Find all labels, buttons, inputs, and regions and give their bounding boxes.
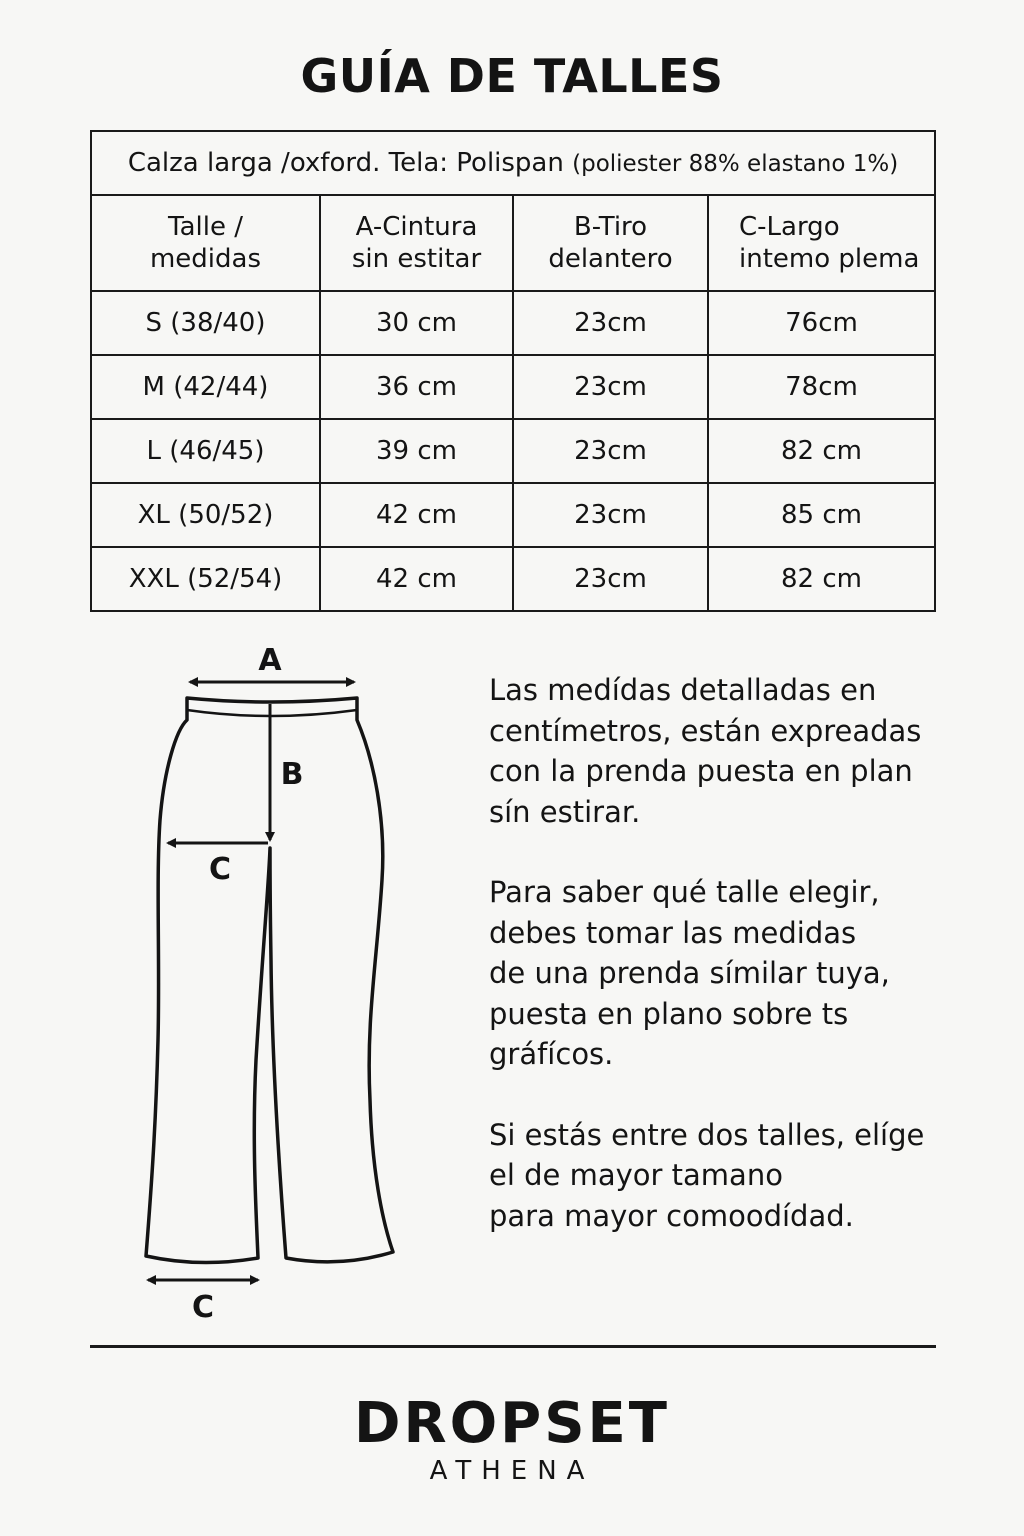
waist-cell: 39 cm xyxy=(320,419,513,483)
table-row xyxy=(91,547,935,611)
page-title: GUÍA DE TALLES xyxy=(300,49,724,103)
inseam-cell: 85 cm xyxy=(708,483,935,547)
inseam-cell: 82 cm xyxy=(708,419,935,483)
rise-cell: 23cm xyxy=(513,291,708,355)
waist-cell: 36 cm xyxy=(320,355,513,419)
label-c-upper: C xyxy=(208,852,232,887)
size-cell: M (42/44) xyxy=(91,355,320,419)
pants-diagram xyxy=(130,640,430,1330)
column-header-size: Talle / medidas xyxy=(91,195,320,291)
product-description xyxy=(91,131,935,195)
footer-divider xyxy=(90,1345,936,1348)
brand-subline: ATHENA xyxy=(429,1456,595,1486)
waist-cell: 42 cm xyxy=(320,483,513,547)
size-cell: S (38/40) xyxy=(91,291,320,355)
column-header-rise: B-Tiro delantero xyxy=(513,195,708,291)
label-b: B xyxy=(280,757,304,792)
rise-cell: 23cm xyxy=(513,483,708,547)
instruction-paragraph: Si estás entre dos talles, elíge el de mayor tamano para mayor comoodídad. xyxy=(489,1117,925,1233)
table-row xyxy=(91,419,935,483)
table-row xyxy=(91,483,935,547)
column-header-waist: A-Cintura sin estitar xyxy=(320,195,513,291)
size-cell: L (46/45) xyxy=(91,419,320,483)
instruction-paragraph: Para saber qué talle elegir, debes tomar las medidas de una prenda símilar tuya, puesta en plano sobre ts gráfícos. xyxy=(489,875,890,1071)
waist-cell: 30 cm xyxy=(320,291,513,355)
table-description-row xyxy=(91,131,935,195)
table-row xyxy=(91,355,935,419)
rise-cell: 23cm xyxy=(513,419,708,483)
inseam-cell: 78cm xyxy=(708,355,935,419)
rise-cell: 23cm xyxy=(513,355,708,419)
table-row xyxy=(91,291,935,355)
waist-cell: 42 cm xyxy=(320,547,513,611)
size-cell: XL (50/52) xyxy=(91,483,320,547)
waistband-seam xyxy=(187,710,357,716)
inseam-cell: 76cm xyxy=(708,291,935,355)
table-header-row xyxy=(91,195,935,291)
label-c-lower: C xyxy=(191,1290,215,1325)
rise-cell: 23cm xyxy=(513,547,708,611)
column-header-inseam: C-Largo intemo plema xyxy=(708,195,935,291)
size-instructions xyxy=(489,670,959,1276)
size-table xyxy=(90,130,936,612)
fabric-composition: (poliester 88% elastano 1%) xyxy=(572,151,899,177)
label-a: A xyxy=(258,643,282,678)
size-cell: XXL (52/54) xyxy=(91,547,320,611)
inseam-cell: 82 cm xyxy=(708,547,935,611)
product-name: Calza larga /oxford. Tela: Polispan xyxy=(127,148,564,178)
brand-logo: DROPSET xyxy=(353,1391,671,1456)
instruction-paragraph: Las medídas detalladas en centímetros, están expreadas con la prenda puesta en plan sín estirar. xyxy=(489,673,922,829)
